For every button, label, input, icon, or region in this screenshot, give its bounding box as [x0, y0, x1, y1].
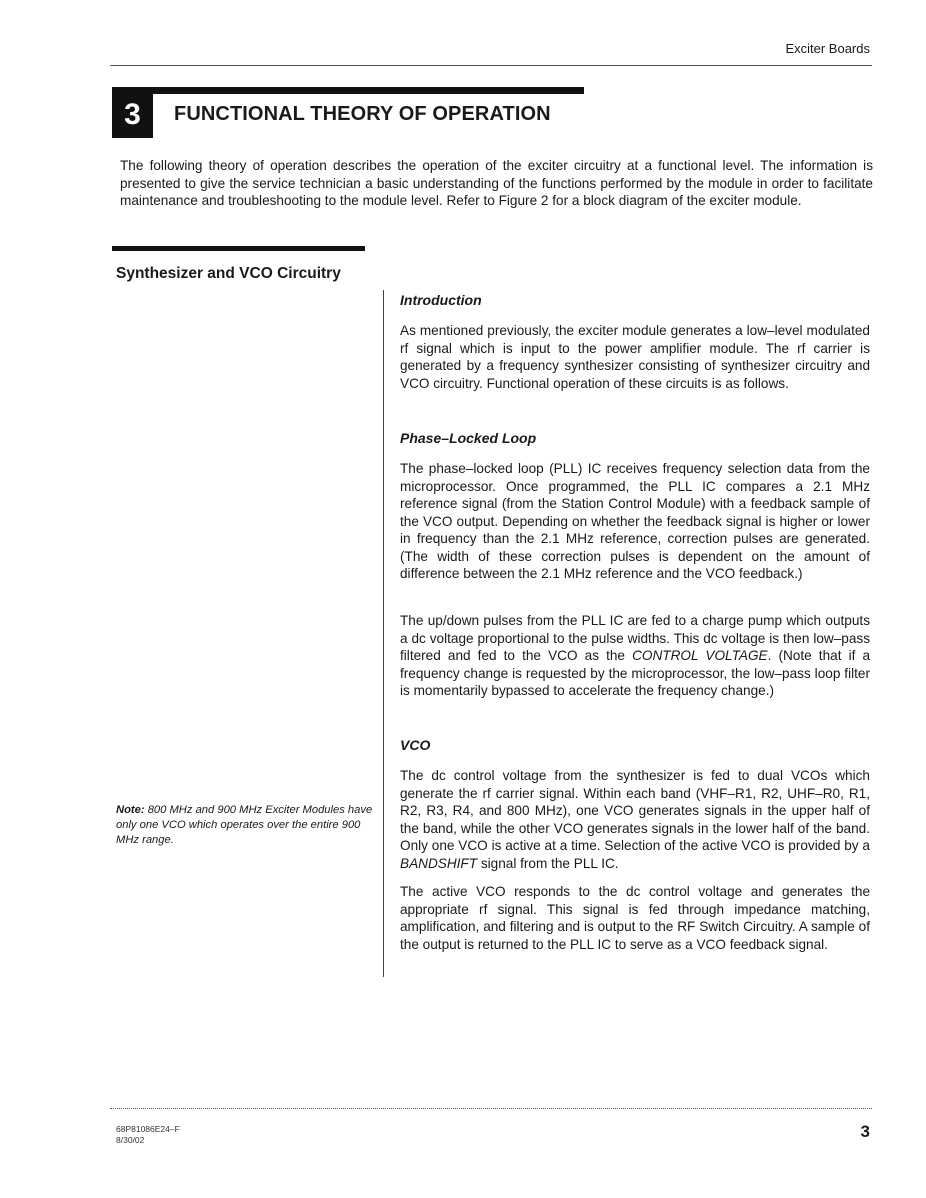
section-bar	[112, 246, 365, 251]
doc-date: 8/30/02	[116, 1135, 145, 1145]
running-header: Exciter Boards	[785, 41, 870, 56]
page-number: 3	[860, 1122, 870, 1141]
note-text: 800 MHz and 900 MHz Exciter Modules have only one VCO which operates over the entire 900 MHz range.	[116, 804, 373, 846]
column-divider	[383, 290, 384, 977]
introduction-paragraph: As mentioned previously, the exciter module generates a low–level modulated rf signal which is input to the power amplifier module. The rf carrier is generated by a frequency synthesizer consisting of synthesizer circuitry and VCO circuitry. Functional operation of these circuits is as follows.	[400, 323, 870, 391]
header-rule	[110, 65, 872, 66]
chapter-bar	[112, 87, 584, 94]
pll-paragraph-1: The phase–locked loop (PLL) IC receives frequency selection data from the microprocessor. Once programmed, the PLL IC compares a 2.1 MHz reference signal (from the Station Control Module) with a feedback sample of the VCO output. Depending on whether the feedback signal is higher or lower in frequency than the 2.1 MHz reference, correction pulses are generated. (The width of these correction pulses is dependent on the amount of difference between the 2.1 MHz reference and the VCO feedback.)	[400, 461, 870, 581]
vco-heading: VCO	[400, 737, 431, 753]
chapter-title: FUNCTIONAL THEORY OF OPERATION	[174, 103, 551, 125]
footer-info	[116, 1124, 180, 1146]
pll-heading: Phase–Locked Loop	[400, 430, 537, 446]
intro-paragraph: The following theory of operation describes the operation of the exciter circuitry at a functional level. The information is presented to give the service technician a basic understanding of the functions performed by the module in order to facilitate maintenance and troubleshooting to the module level. Refer to Figure 2 for a block diagram of the exciter module.	[120, 158, 873, 208]
vco-paragraph-2: The active VCO responds to the dc control voltage and generates the appropriate rf signal. This signal is fed through impedance matching, amplification, and filtering and is output to the RF Switch Circuitry. A sample of the output is returned to the PLL IC to serve as a VCO feedback signal.	[400, 884, 870, 952]
section-title: Synthesizer and VCO Circuitry	[116, 265, 341, 282]
vco-paragraph-1: The dc control voltage from the synthesizer is fed to dual VCOs which generate the rf carrier signal. Within each band (VHF–R1, R2, UHF–R0, R1, R2, R3, R4, and 800 MHz), one VCO generates signals in the upper half of the band, while the other VCO generates signals in the lower half of the band. Only one VCO is active at a time. Selection of the active VCO is provided by a BANDSHIFT signal from the PLL IC.	[400, 768, 870, 871]
footer-rule	[110, 1108, 872, 1109]
note-label: Note:	[116, 804, 145, 816]
introduction-heading: Introduction	[400, 292, 482, 308]
chapter-number: 3	[112, 92, 153, 138]
doc-number: 68P81086E24–F	[116, 1124, 180, 1134]
side-note	[116, 803, 378, 848]
pll-paragraph-2: The up/down pulses from the PLL IC are fed to a charge pump which outputs a dc voltage proportional to the pulse widths. This dc voltage is then low–pass filtered and fed to the VCO as the CONTROL VOLTAGE. (Note that if a frequency change is requested by the microprocessor, the low–pass loop filter is momentarily bypassed to accelerate the frequency change.)	[400, 613, 871, 698]
